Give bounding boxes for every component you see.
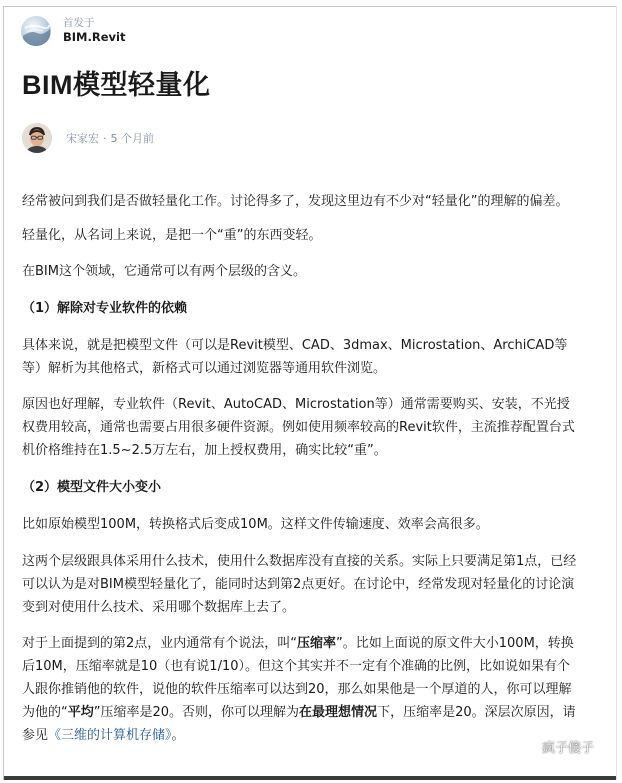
article-link[interactable]: 《三维的计算机存储》 [48, 728, 172, 743]
publication-name[interactable]: BIM.Revit [63, 30, 126, 45]
section-heading: （1）解除对专业软件的依赖 [22, 301, 188, 316]
section-heading: （2）模型文件大小变小 [22, 480, 162, 495]
publication-prefix: 首发于 [63, 17, 95, 30]
text-run: 。 [171, 728, 185, 743]
text-run: ”。比如上面说的原文件大小100M，转换后10M，压缩率就是10（也有说1/10）。但这个其实并不一定有个准确的比例，比如说如果有个人跟你推销他的软件，说他的软件压缩率可以达到20，那么如果他是一个厚道的人，你可以理解为他的“ [22, 636, 574, 720]
bold-term: 压缩率 [297, 636, 337, 651]
paragraph: 这两个层级跟具体采用什么技术，使用什么数据库没有直接的关系。实际上只要满足第1点，已经可以认为是对BIM模型轻量化了，能同时达到第2点更好。在讨论中，经常发现对轻量化的讨论演变到对使用什么技术、采用哪个数据库上去了。 [22, 554, 577, 615]
wechat-icon [521, 739, 539, 754]
watermark [521, 737, 594, 756]
paragraph: 在BIM这个领域，它通常可以有两个层级的含义。 [22, 264, 306, 279]
paragraph: 原因也好理解，专业软件（Revit、AutoCAD、Microstation等）通常需要购买、安装，不光授权费用较高，通常也需要占用很多硬件资源。例如使用频率较高的Revit软件，主流推荐配置台式机价格维持在1.5~2.5万左右，加上授权费用，确实比较“重”。 [22, 397, 575, 458]
page-frame [3, 6, 617, 780]
article-body [22, 190, 582, 747]
meta-separator: · [103, 131, 107, 145]
author-line [22, 123, 154, 153]
paragraph: 具体来说，就是把模型文件（可以是Revit模型、CAD、3dmax、Microstation、ArchiCAD等等）解析为其他格式，新格式可以通过浏览器等通用软件浏览。 [22, 338, 568, 376]
bold-term: 平均 [67, 705, 94, 720]
watermark-text: 疯子傻子 [541, 741, 594, 756]
paragraph: 经常被问到我们是否做轻量化工作。讨论得多了，发现这里边有不少对“轻量化”的理解的偏差。 [22, 194, 569, 209]
publication-header[interactable] [21, 15, 125, 47]
bottom-bar [4, 776, 616, 780]
text-run: ”压缩率是20。否则，你可以理解为 [93, 705, 300, 720]
bold-term: 在最理想情况 [299, 705, 378, 720]
paragraph: 轻量化，从名词上来说，是把一个“重”的东西变轻。 [22, 228, 322, 243]
publication-logo[interactable] [21, 16, 51, 46]
paragraph: 比如原始模型100M，转换格式后变成10M。这样文件传输速度、效率会高很多。 [22, 517, 489, 532]
paragraph [22, 632, 582, 747]
publication-text [63, 17, 125, 45]
publish-time: 5 个月前 [110, 132, 154, 145]
author-name[interactable]: 宋家宏 [66, 132, 99, 145]
author-avatar[interactable] [22, 123, 52, 153]
article-title: BIM模型轻量化 [22, 70, 211, 100]
text-run: 下，压缩率是20。深层次原因，请参见 [22, 705, 576, 743]
text-run: 对于上面提到的第2点，业内通常有个说法，叫“ [22, 636, 298, 651]
